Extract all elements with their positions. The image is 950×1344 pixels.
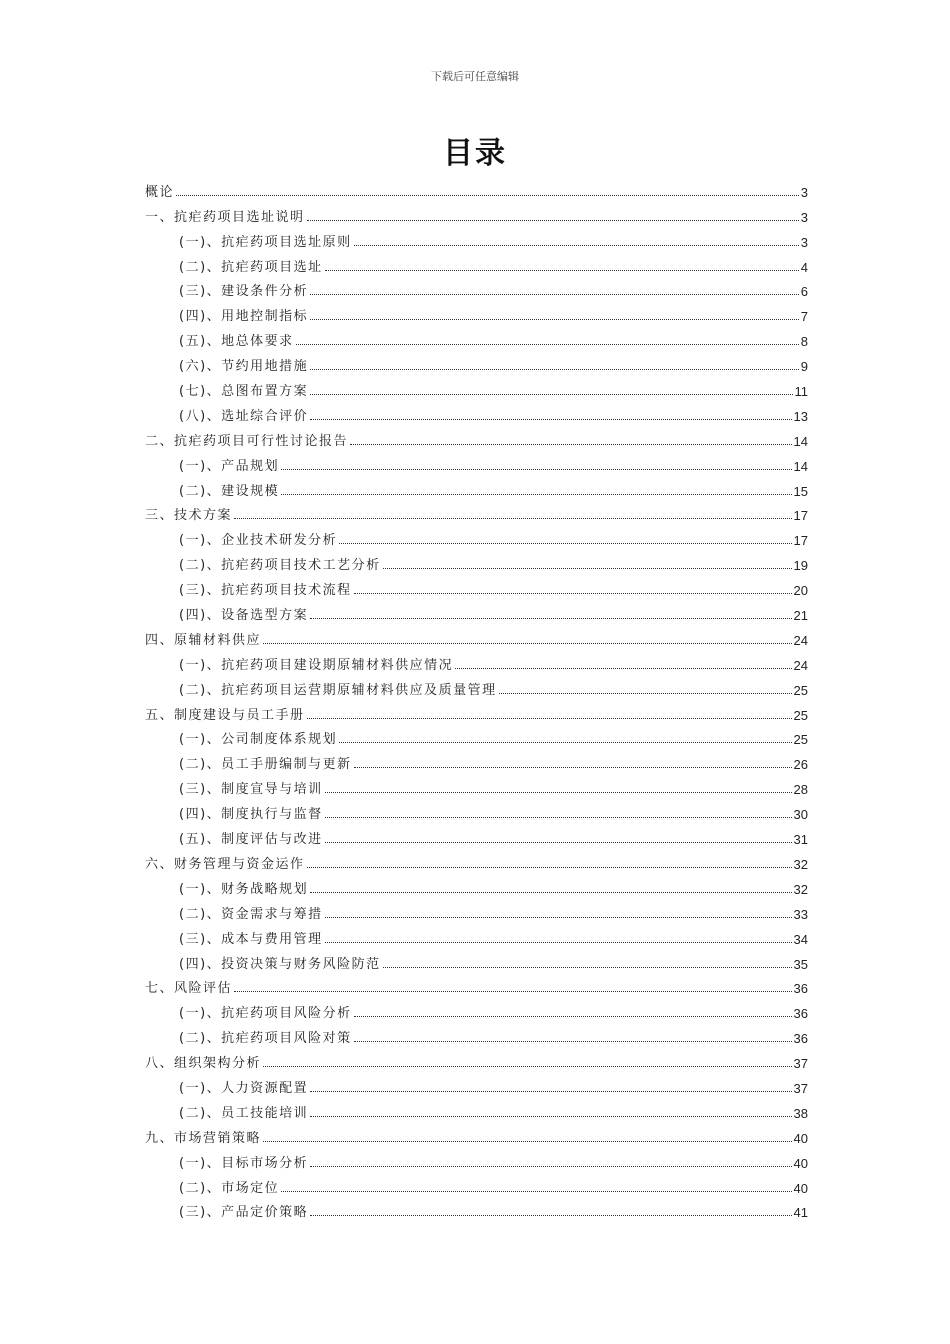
toc-entry-label: (一)、产品规划 <box>179 458 280 474</box>
toc-entry[interactable] <box>145 1171 808 1196</box>
toc-entry-label: (五)、制度评估与改进 <box>179 832 323 848</box>
dot-leader <box>354 593 792 594</box>
dot-leader <box>325 792 792 793</box>
dot-leader <box>455 668 791 669</box>
toc-entry-label: (一)、抗疟药项目建设期原辅材料供应情况 <box>179 657 454 673</box>
toc-entry-label: 九、市场营销策略 <box>145 1130 262 1146</box>
dot-leader <box>310 892 791 893</box>
dot-leader <box>354 1041 792 1042</box>
toc-entry-page: 3 <box>800 234 808 250</box>
toc-entry[interactable] <box>145 598 808 623</box>
toc-entry[interactable] <box>145 175 808 200</box>
toc-entry[interactable] <box>145 275 808 300</box>
toc-entry[interactable] <box>145 797 808 822</box>
toc-entry[interactable] <box>145 299 808 324</box>
toc-entry-page: 37 <box>793 1056 808 1072</box>
toc-entry-page: 36 <box>793 1006 808 1022</box>
toc-entry-label: (三)、制度宣导与培训 <box>179 782 323 798</box>
toc-entry[interactable] <box>145 499 808 524</box>
dot-leader <box>354 767 792 768</box>
toc-entry[interactable] <box>145 1121 808 1146</box>
toc-entry[interactable] <box>145 548 808 573</box>
toc-entry-label: (二)、建设规模 <box>179 483 280 499</box>
toc-entry-page: 33 <box>793 906 808 922</box>
dot-leader <box>310 1091 791 1092</box>
toc-entry[interactable] <box>145 623 808 648</box>
toc-entry[interactable] <box>145 349 808 374</box>
dot-leader <box>281 469 791 470</box>
toc-entry-page: 19 <box>793 558 808 574</box>
toc-entry-label: (六)、节约用地措施 <box>179 359 309 375</box>
toc-entry-label: (二)、资金需求与筹措 <box>179 906 323 922</box>
toc-entry[interactable] <box>145 1096 808 1121</box>
dot-leader <box>310 1166 791 1167</box>
dot-leader <box>325 842 792 843</box>
dot-leader <box>354 1016 792 1017</box>
toc-entry[interactable] <box>145 847 808 872</box>
toc-entry-page: 25 <box>793 732 808 748</box>
toc-entry-label: (五)、地总体要求 <box>179 334 294 350</box>
toc-entry-label: (八)、选址综合评价 <box>179 408 309 424</box>
toc-entry[interactable] <box>145 324 808 349</box>
dot-leader <box>310 394 792 395</box>
toc-entry[interactable] <box>145 648 808 673</box>
toc-entry-label: (三)、建设条件分析 <box>179 284 309 300</box>
toc-entry-page: 37 <box>793 1080 808 1096</box>
dot-leader <box>383 967 792 968</box>
toc-entry[interactable] <box>145 474 808 499</box>
toc-entry-page: 24 <box>793 657 808 673</box>
toc-entry-page: 3 <box>800 209 808 225</box>
toc-entry-label: (一)、企业技术研发分析 <box>179 533 338 549</box>
page-title: 目录 <box>443 136 507 171</box>
dot-leader <box>281 494 791 495</box>
toc-entry-page: 14 <box>793 433 808 449</box>
toc-entry[interactable] <box>145 872 808 897</box>
toc-entry-label: (二)、抗疟药项目选址 <box>179 259 323 275</box>
toc-entry-page: 40 <box>793 1130 808 1146</box>
toc-entry[interactable] <box>145 772 808 797</box>
toc-entry-page: 35 <box>793 956 808 972</box>
toc-entry[interactable] <box>145 922 808 947</box>
toc-entry-page: 34 <box>793 931 808 947</box>
toc-entry-label: 三、技术方案 <box>145 508 233 524</box>
toc-entry-label: (七)、总图布置方案 <box>179 384 309 400</box>
toc-entry[interactable] <box>145 250 808 275</box>
toc-entry[interactable] <box>145 972 808 997</box>
toc-entry-label: (二)、抗疟药项目技术工艺分析 <box>179 558 381 574</box>
dot-leader <box>310 419 791 420</box>
toc-entry[interactable] <box>145 1046 808 1071</box>
toc-entry-page: 20 <box>793 583 808 599</box>
toc-entry[interactable] <box>145 996 808 1021</box>
toc-entry[interactable] <box>145 1146 808 1171</box>
toc-entry[interactable] <box>145 747 808 772</box>
toc-entry[interactable] <box>145 822 808 847</box>
toc-entry-label: (二)、市场定位 <box>179 1180 280 1196</box>
toc-entry[interactable] <box>145 399 808 424</box>
dot-leader <box>263 1141 792 1142</box>
toc-entry-label: 一、抗疟药项目选址说明 <box>145 209 305 225</box>
toc-entry-label: (二)、抗疟药项目运营期原辅材料供应及质量管理 <box>179 682 497 698</box>
toc-entry-label: (一)、目标市场分析 <box>179 1155 309 1171</box>
toc-entry[interactable] <box>145 1071 808 1096</box>
toc-entry-label: (一)、抗疟药项目风险分析 <box>179 1006 352 1022</box>
toc-entry-page: 26 <box>793 757 808 773</box>
dot-leader <box>310 294 799 295</box>
toc-entry[interactable] <box>145 573 808 598</box>
dot-leader <box>307 718 792 719</box>
toc-entry-page: 9 <box>800 359 808 375</box>
dot-leader <box>325 917 792 918</box>
toc-entry-page: 13 <box>793 408 808 424</box>
toc-entry-page: 11 <box>794 384 808 400</box>
dot-leader <box>310 319 799 320</box>
toc-entry-label: (四)、制度执行与监督 <box>179 807 323 823</box>
toc-entry-page: 41 <box>793 1205 808 1221</box>
toc-entry-label: (一)、公司制度体系规划 <box>179 732 338 748</box>
toc-entry-label: (二)、抗疟药项目风险对策 <box>179 1031 352 1047</box>
dot-leader <box>310 1116 791 1117</box>
toc-entry-page: 40 <box>793 1155 808 1171</box>
dot-leader <box>350 444 792 445</box>
toc-entry-page: 3 <box>800 184 808 200</box>
dot-leader <box>310 369 799 370</box>
toc-entry[interactable] <box>145 673 808 698</box>
toc-entry-label: (三)、抗疟药项目技术流程 <box>179 583 352 599</box>
toc-entry[interactable] <box>145 723 808 748</box>
dot-leader <box>383 568 792 569</box>
dot-leader <box>499 693 792 694</box>
toc-entry-label: (三)、成本与费用管理 <box>179 931 323 947</box>
toc-entry[interactable] <box>145 1196 808 1221</box>
header-note: 下载后可任意编辑 <box>431 70 519 83</box>
dot-leader <box>339 742 791 743</box>
toc-entry-label: 四、原辅材料供应 <box>145 632 262 648</box>
toc-entry-page: 32 <box>793 881 808 897</box>
toc-entry-page: 36 <box>793 1031 808 1047</box>
toc-entry-page: 6 <box>800 284 808 300</box>
toc-entry-page: 17 <box>793 533 808 549</box>
dot-leader <box>234 518 792 519</box>
dot-leader <box>281 1191 791 1192</box>
toc-entry[interactable] <box>145 424 808 449</box>
dot-leader <box>339 543 791 544</box>
toc-entry[interactable] <box>145 225 808 250</box>
dot-leader <box>307 220 799 221</box>
toc-entry-page: 30 <box>793 807 808 823</box>
toc-entry-page: 14 <box>793 458 808 474</box>
toc-entry[interactable] <box>145 200 808 225</box>
dot-leader <box>263 1066 792 1067</box>
toc-entry-label: 六、财务管理与资金运作 <box>145 856 305 872</box>
toc-entry-label: (一)、抗疟药项目选址原则 <box>179 234 352 250</box>
toc-entry[interactable] <box>145 523 808 548</box>
toc-entry-page: 4 <box>800 259 808 275</box>
toc-entry[interactable] <box>145 374 808 399</box>
toc-entry-label: (四)、用地控制指标 <box>179 309 309 325</box>
toc-entry-label: 八、组织架构分析 <box>145 1056 262 1072</box>
toc-list <box>145 175 808 1220</box>
dot-leader <box>354 245 799 246</box>
dot-leader <box>263 643 792 644</box>
dot-leader <box>310 618 791 619</box>
toc-entry-page: 7 <box>800 309 808 325</box>
toc-entry-page: 17 <box>793 508 808 524</box>
toc-entry-label: (二)、员工技能培训 <box>179 1105 309 1121</box>
toc-entry[interactable] <box>145 947 808 972</box>
toc-entry-page: 21 <box>793 608 808 624</box>
toc-entry-label: 五、制度建设与员工手册 <box>145 707 305 723</box>
toc-entry-page: 24 <box>793 632 808 648</box>
toc-entry-page: 8 <box>800 334 808 350</box>
toc-entry-page: 28 <box>793 782 808 798</box>
toc-entry-page: 36 <box>793 981 808 997</box>
toc-entry[interactable] <box>145 698 808 723</box>
toc-entry-label: 七、风险评估 <box>145 981 233 997</box>
toc-entry-page: 32 <box>793 856 808 872</box>
dot-leader <box>325 942 792 943</box>
toc-entry[interactable] <box>145 449 808 474</box>
toc-entry-page: 25 <box>793 682 808 698</box>
dot-leader <box>310 1215 791 1216</box>
toc-entry-page: 31 <box>793 832 808 848</box>
dot-leader <box>296 344 799 345</box>
toc-entry-label: (二)、员工手册编制与更新 <box>179 757 352 773</box>
toc-entry[interactable] <box>145 1021 808 1046</box>
toc-entry-page: 40 <box>793 1180 808 1196</box>
toc-entry[interactable] <box>145 897 808 922</box>
toc-entry-label: (一)、财务战略规划 <box>179 881 309 897</box>
toc-entry-label: (四)、设备选型方案 <box>179 608 309 624</box>
dot-leader <box>325 817 792 818</box>
toc-entry-page: 25 <box>793 707 808 723</box>
dot-leader <box>176 195 799 196</box>
toc-entry-label: (四)、投资决策与财务风险防范 <box>179 956 381 972</box>
dot-leader <box>307 867 792 868</box>
toc-entry-label: 概论 <box>145 184 175 200</box>
toc-entry-page: 38 <box>793 1105 808 1121</box>
dot-leader <box>234 991 792 992</box>
toc-entry-label: (一)、人力资源配置 <box>179 1080 309 1096</box>
toc-entry-label: 二、抗疟药项目可行性讨论报告 <box>145 433 349 449</box>
toc-entry-page: 15 <box>793 483 808 499</box>
toc-entry-label: (三)、产品定价策略 <box>179 1205 309 1221</box>
dot-leader <box>325 270 799 271</box>
